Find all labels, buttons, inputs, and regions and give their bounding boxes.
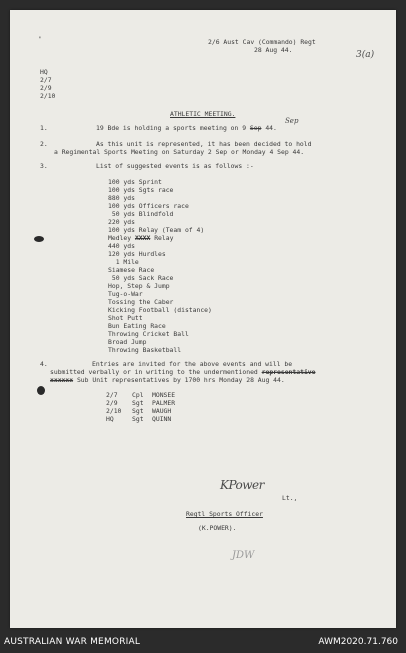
event-item: Bun Eating Race	[108, 322, 166, 330]
para-2-line-2: a Regimental Sports Meeting on Saturday 2 Sep or Monday 4 Sep 44.	[54, 148, 305, 156]
struck-text: XXXX	[134, 234, 151, 242]
distribution-item: 2/7	[40, 76, 52, 84]
rep-rank: Cpl	[132, 391, 144, 399]
distribution-item: 2/9	[40, 84, 52, 92]
document-title: ATHLETIC MEETING.	[170, 110, 236, 118]
handwritten-reference: 3(a)	[356, 50, 375, 60]
event-item: 440 yds	[108, 242, 135, 250]
para-3-text: List of suggested events is as follows :-	[96, 162, 254, 170]
rep-name: PALMER	[152, 399, 176, 407]
event-item: 220 yds	[108, 218, 135, 226]
event-item: 100 yds Sgts race	[108, 186, 174, 194]
punch-hole-mark	[37, 386, 45, 395]
para-number: 1.	[40, 124, 48, 132]
event-item-suffix: Relay	[154, 234, 174, 242]
event-item: Siamese Race	[108, 266, 155, 274]
struck-text: xxxxxx	[50, 376, 74, 384]
distribution-item: 2/10	[40, 92, 56, 100]
rep-name: WAUGH	[152, 407, 172, 415]
signature-rank: Lt.,	[282, 494, 298, 502]
archive-footer	[0, 631, 406, 653]
event-item: 100 yds Officers race	[108, 202, 189, 210]
struck-text: representative	[261, 368, 316, 376]
event-item: 880 yds	[108, 194, 135, 202]
para-number: 3.	[40, 162, 48, 170]
rep-name: MONSEE	[152, 391, 176, 399]
rep-rank: Sgt	[132, 415, 144, 423]
event-item: Hop, Step & Jump	[108, 282, 170, 290]
event-item: 50 yds Sack Race	[108, 274, 174, 282]
event-item: Kicking Football (distance)	[108, 306, 212, 314]
para-number: 4.	[40, 360, 48, 368]
event-item: Tug-o-War	[108, 290, 143, 298]
para-1-text: 19 Bde is holding a sports meeting on 9	[96, 124, 247, 132]
header-unit: 2/6 Aust Cav (Commando) Regt	[208, 38, 316, 46]
rep-unit: 2/7	[106, 391, 118, 399]
handwritten-initials: JDW	[232, 550, 255, 561]
event-item: Throwing Basketball	[108, 346, 182, 354]
para-4-line-1: Entries are invited for the above events and will be	[92, 360, 293, 368]
signature-name: (K.POWER).	[198, 524, 237, 532]
event-item: Tossing the Caber	[108, 298, 174, 306]
event-item: Broad Jump	[108, 338, 147, 346]
punch-hole-mark	[34, 236, 44, 242]
event-item: 100 yds Sprint	[108, 178, 162, 186]
event-item-medley	[108, 234, 173, 242]
event-item: Medley	[108, 234, 132, 242]
rep-unit: 2/10	[106, 407, 122, 415]
signature: KPower	[220, 478, 264, 492]
para-4-line-2	[50, 368, 316, 376]
event-item: 1 Mile	[108, 258, 139, 266]
event-item: Throwing Cricket Ball	[108, 330, 189, 338]
document-page	[10, 10, 396, 628]
event-item: 120 yds Hurdles	[108, 250, 166, 258]
event-item: 50 yds Blindfold	[108, 210, 174, 218]
header-date: 28 Aug 44.	[254, 46, 293, 54]
footer-accession-number: AWM2020.71.760	[318, 637, 398, 647]
rep-name: QUINN	[152, 415, 172, 423]
distribution-item: HQ	[40, 68, 48, 76]
event-item: Shot Putt	[108, 314, 143, 322]
tick-mark: '	[38, 35, 42, 43]
para-number: 2.	[40, 140, 48, 148]
para-1-inserted-month: Sep	[285, 117, 299, 125]
para-4-text: Sub Unit representatives by 1700 hrs Monday 28 Aug 44.	[76, 376, 285, 384]
para-4-line-3	[50, 376, 285, 384]
footer-institution: AUSTRALIAN WAR MEMORIAL	[4, 637, 141, 647]
signature-role: Regtl Sports Officer	[186, 510, 263, 518]
rep-unit: HQ	[106, 415, 114, 423]
rep-rank: Sgt	[132, 399, 144, 407]
para-1-line	[96, 124, 277, 132]
para-2-line-1: As this unit is represented, it has been decided to hold	[96, 140, 312, 148]
rep-unit: 2/9	[106, 399, 118, 407]
para-1-end: 44.	[265, 124, 277, 132]
para-1-struck-month: Sep	[249, 124, 262, 132]
rep-rank: Sgt	[132, 407, 144, 415]
event-item: 100 yds Relay (Team of 4)	[108, 226, 205, 234]
para-4-text: submitted verbally or in writing to the undermentioned	[50, 368, 258, 376]
